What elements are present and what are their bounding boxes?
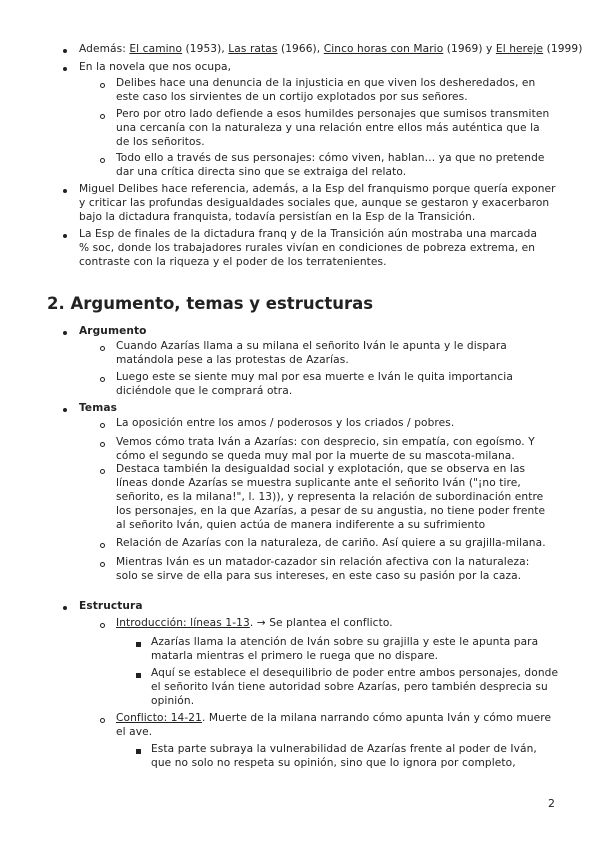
argumento-heading: Argumento (79, 325, 147, 337)
bullet-square (136, 673, 141, 678)
page-number: 2 (548, 797, 555, 810)
introduccion-link[interactable]: Introducción: líneas 1-13 (116, 617, 250, 629)
bullet-ring (100, 158, 105, 163)
bullet-ring (100, 623, 105, 628)
bullet-ring (100, 377, 105, 382)
section-title: 2. Argumento, temas y estructuras (47, 294, 374, 313)
paragraph-line: Pero por otro lado defiende a esos humildes personajes que sumisos transmiten (116, 108, 550, 120)
paragraph-line: al señorito Iván, quien actúa de manera indiferente a su sufrimiento (116, 519, 486, 531)
bullet-ring (100, 114, 105, 119)
works-list-line (79, 43, 582, 56)
paragraph-line: Destaca también la desigualdad social y explotación, que se observa en las (116, 463, 526, 475)
bullet-ring (100, 469, 105, 474)
conflicto-link[interactable]: Conflicto: 14-21 (116, 712, 202, 724)
paragraph-line: cómo el segundo se queda muy mal por la muerte de su mascota-milana. (116, 450, 515, 462)
paragraph-line: % soc, donde los trabajadores rurales vivían en condiciones de pobreza extrema, en (79, 242, 536, 254)
work-el-camino: El camino (129, 43, 183, 55)
paragraph-line: Esta parte subraya la vulnerabilidad de Azarías frente al poder de Iván, (151, 743, 537, 755)
year-4: (1999) (543, 43, 583, 55)
paragraph-line: Relación de Azarías con la naturaleza, de cariño. Así quiere a su grajilla-milana. (116, 537, 546, 549)
work-el-hereje: El hereje (495, 43, 544, 55)
year-3: (1969) y (443, 43, 496, 55)
conflicto-desc: . Muerte de la milana narrando cómo apunta Iván y cómo muere (202, 712, 552, 724)
bullet-dot (63, 606, 67, 610)
bullet-dot (63, 67, 67, 71)
paragraph-line: Vemos cómo trata Iván a Azarías: con desprecio, sin empatía, con egoísmo. Y (116, 436, 535, 448)
bullet-ring (100, 83, 105, 88)
bullet-ring (100, 442, 105, 447)
work-las-ratas: Las ratas (228, 43, 278, 55)
paragraph-line: dar una crítica directa sino que se extraiga del relato. (116, 166, 407, 178)
bullet-dot (63, 49, 67, 53)
paragraph-line: La Esp de finales de la dictadura franq y de la Transición aún mostraba una marcada (79, 228, 538, 240)
paragraph-line: matarla mientras el primero le ruega que no dispare. (151, 650, 439, 662)
bullet-dot (63, 408, 67, 412)
bullet-ring (100, 346, 105, 351)
paragraph-line: Cuando Azarías llama a su milana el señorito Iván le apunta y le dispara (116, 340, 507, 352)
paragraph-line: matándola pese a las protestas de Azarías. (116, 354, 349, 366)
paragraph-line: Delibes hace una denuncia de la injusticia en que viven los desheredados, en (116, 77, 536, 89)
work-cinco-horas: Cinco horas con Mario (323, 43, 444, 55)
novel-intro-line: En la novela que nos ocupa, (79, 61, 232, 73)
paragraph-line: líneas donde Azarías se muestra suplicante ante el señorito Iván ("¡no tire, (116, 477, 521, 489)
paragraph-line: La oposición entre los amos / poderosos y los criados / pobres. (116, 417, 455, 429)
paragraph-line: opinión. (151, 695, 195, 707)
introduccion-desc: . → Se plantea el conflicto. (249, 617, 393, 629)
bullet-square (136, 642, 141, 647)
bullet-ring (100, 423, 105, 428)
conflicto-line (116, 712, 551, 725)
bullet-dot (63, 331, 67, 335)
paragraph-line: el ave. (116, 726, 153, 738)
paragraph-line: de los señoritos. (116, 136, 205, 148)
year-1: (1953), (182, 43, 229, 55)
paragraph-line: que no solo no respeta su opinión, sino que lo ignora por completo, (151, 757, 516, 769)
paragraph-line: Miguel Delibes hace referencia, además, a la Esp del franquismo porque quería exponer (79, 183, 556, 195)
bullet-ring (100, 562, 105, 567)
paragraph-line: Todo ello a través de sus personajes: cómo viven, hablan… ya que no pretende (116, 152, 545, 164)
paragraph-line: diciéndole que le comprará otra. (116, 385, 293, 397)
bullet-dot (63, 234, 67, 238)
paragraph-line: este caso los sirvientes de un cortijo explotados por sus señores. (116, 91, 468, 103)
paragraph-line: Mientras Iván es un matador-cazador sin relación afectiva con la naturaleza: (116, 556, 530, 568)
temas-heading: Temas (79, 402, 117, 414)
paragraph-line: y criticar las profundas desigualdades sociales que, aunque se gestaron y exacerbaron (79, 197, 550, 209)
paragraph-line: Aquí se establece el desequilibrio de poder entre ambos personajes, donde (151, 667, 559, 679)
paragraph-line: señorito, es la milana!", l. 13)), y representa la relación de subordinación entre (116, 491, 544, 503)
introduccion-line (116, 617, 393, 630)
bullet-dot (63, 189, 67, 193)
bullet-ring (100, 718, 105, 723)
bullet-ring (100, 543, 105, 548)
paragraph-line: solo se sirve de ella para sus intereses, en este caso su pasión por la caza. (116, 570, 522, 582)
works-prefix: Además: (79, 43, 130, 55)
paragraph-line: Azarías llama la atención de Iván sobre su grajilla y este le apunta para (151, 636, 539, 648)
bullet-square (136, 749, 141, 754)
year-2: (1966), (277, 43, 324, 55)
estructura-heading: Estructura (79, 600, 143, 612)
paragraph-line: bajo la dictadura franquista, todavía persistían en la Esp de la Transición. (79, 211, 476, 223)
paragraph-line: Luego este se siente muy mal por esa muerte e Iván le quita importancia (116, 371, 513, 383)
paragraph-line: una cercanía con la naturaleza y una relación entre ellos más auténtica que la (116, 122, 540, 134)
paragraph-line: el señorito Iván tiene autoridad sobre Azarías, pero también desprecia su (151, 681, 548, 693)
paragraph-line: los personajes, en la que Azarías, a pesar de su angustia, no tiene poder frente (116, 505, 546, 517)
paragraph-line: contraste con la riqueza y el poder de los terratenientes. (79, 256, 387, 268)
